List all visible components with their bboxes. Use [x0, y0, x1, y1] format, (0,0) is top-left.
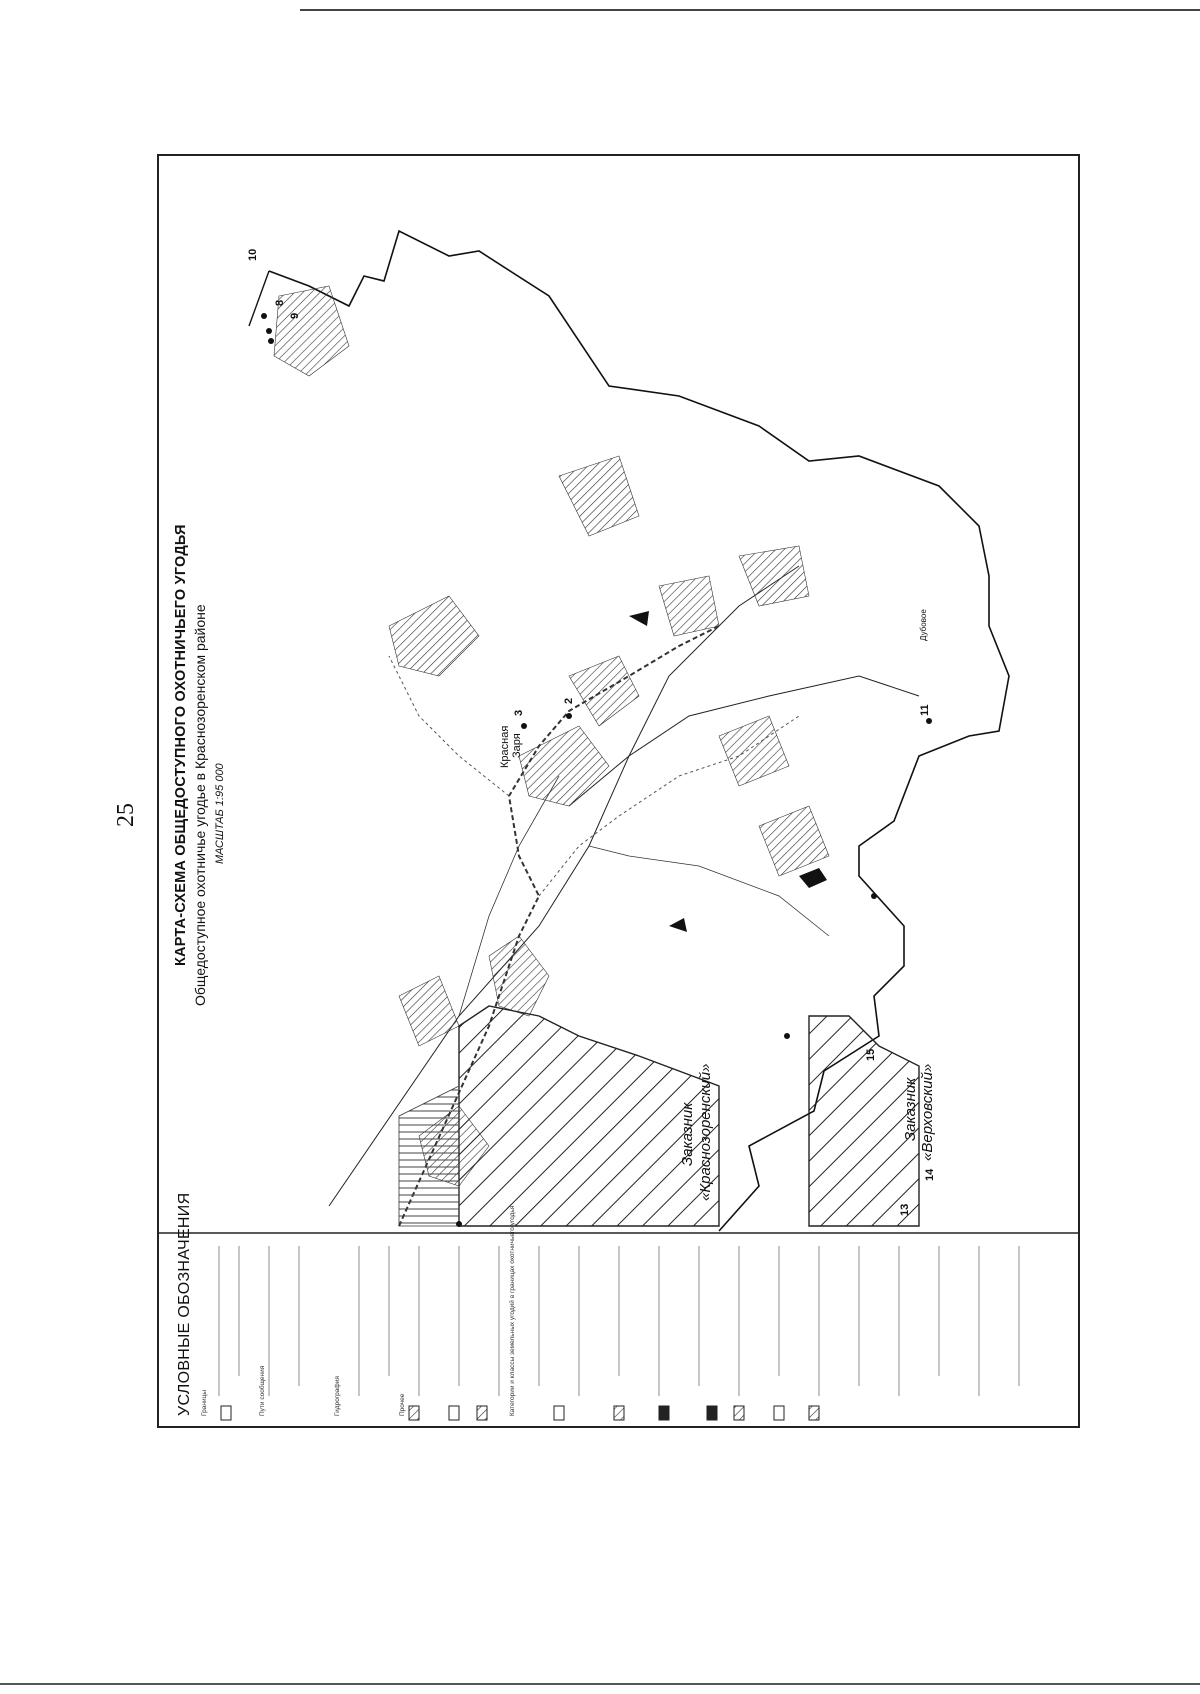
legend-group-borders: Границы — [201, 1390, 208, 1416]
legend-group-hydrography: Гидрография — [334, 1376, 341, 1416]
bottom-rule — [0, 1683, 1200, 1685]
point-number-9: 9 — [289, 312, 301, 319]
point-number-3: 3 — [513, 709, 525, 716]
reserve-label-2-line2: «Верховский» — [919, 1063, 936, 1161]
reserve-label-2-line1: Заказник — [902, 1077, 919, 1141]
legend-group-other: Прочее — [399, 1393, 406, 1416]
lined-zone — [399, 1086, 459, 1226]
legend-group-land-categories: Категории и классы земельных угодий в границах охотничьего угодья — [509, 1205, 516, 1416]
water-body — [799, 868, 827, 888]
reserve-label-1-line1: Заказник — [679, 1102, 696, 1166]
legend-heading: УСЛОВНЫЕ ОБОЗНАЧЕНИЯ — [176, 1192, 193, 1416]
top-rule — [300, 9, 1200, 11]
legend-swatches — [159, 1236, 1078, 1426]
label-krasnaya-zarya-2: Заря — [511, 733, 523, 758]
point-number-15: 15 — [865, 1048, 877, 1061]
map-subtitle: Общедоступное охотничье угодье в Краснозоренском районе — [192, 604, 208, 1006]
label-dubovoe: Дубовое — [919, 609, 928, 641]
point-number-11: 11 — [919, 704, 931, 716]
point-number-10: 10 — [247, 248, 259, 261]
point-number-14: 14 — [924, 1168, 936, 1181]
map-frame — [157, 154, 1080, 1428]
map-title: КАРТА-СХЕМА ОБЩЕДОСТУПНОГО ОХОТНИЧЬЕГО УГОДЬЯ — [173, 524, 189, 966]
point-number-8: 8 — [274, 299, 286, 306]
point-number-13: 13 — [899, 1203, 911, 1216]
reserve-label-1-line2: «Краснозоренский» — [697, 1063, 714, 1201]
legend-group-roads: Пути сообщения — [259, 1365, 266, 1416]
map-scale: МАСШТАБ 1:95 000 — [214, 763, 226, 864]
point-number-2: 2 — [563, 697, 575, 704]
page-number: 25 — [113, 803, 139, 827]
label-krasnaya-zarya-1: Красная — [499, 725, 511, 768]
